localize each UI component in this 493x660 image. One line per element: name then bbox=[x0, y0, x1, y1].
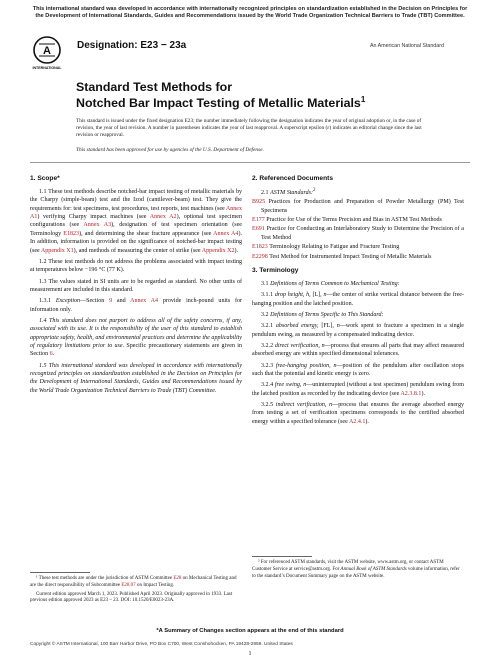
ref-item: E691 Practice for Conducting an Interlaboratory Study to Determine the Precision of a Test Method bbox=[252, 226, 464, 241]
link-annex-a3[interactable]: Annex A3 bbox=[83, 222, 112, 229]
page-number: 1 bbox=[248, 651, 252, 657]
document-title bbox=[76, 80, 416, 111]
designation: Designation: E23 − 23a bbox=[77, 40, 187, 51]
link-e1823[interactable]: E1823 bbox=[63, 230, 80, 237]
footnote-1 bbox=[30, 572, 242, 607]
para-3-2-5: 3.2.5 indirect verification, n—process that ensures the average absorbed energy from testing a set of verification specimens corresponds to the certified absorbed energy within a specified tolerance (see A2.4.1). bbox=[252, 402, 464, 425]
link-annex-a4[interactable]: Annex A4 bbox=[213, 230, 239, 237]
link-e2298[interactable]: E2298 bbox=[252, 253, 268, 260]
link-a2-4-1[interactable]: A2.4.1 bbox=[348, 418, 366, 425]
para-1-5: 1.5 This international standard was developed in accordance with internationally recognized principles on standardization established in the Decision on Principles for the Development of International Standards, Guides and Recommendations issued by the World Trade Organization Technical Barriers to Trade (TBT) Committee. bbox=[30, 362, 242, 394]
title-line-1: Standard Test Methods for bbox=[76, 80, 233, 94]
para-1-2: 1.2 These test methods do not address the problems associated with impact testing at temperatures below −196 °C (77 K). bbox=[30, 258, 242, 274]
link-annex-a2[interactable]: Annex A2 bbox=[149, 214, 177, 221]
link-e691[interactable]: E691 bbox=[252, 226, 265, 233]
para-3-2: 3.2 Definitions of Terms Specific to This Standard: bbox=[261, 311, 384, 318]
dod-approval-note: This standard has been approved for use by agencies of the U.S. Department of Defense. bbox=[76, 147, 264, 153]
para-3-2-3: 3.2.3 free-hanging position, n—position of the pendulum after oscillation stops such that the potential and kinetic energy is zero. bbox=[252, 362, 464, 378]
ref-item: E2298 Test Method for Instrumented Impact Testing of Metallic Materials bbox=[252, 253, 432, 260]
para-3-2-1: 3.2.1 absorbed energy, [FL], n—work spent to fracture a specimen in a single pendulum swing, as measured by a compensated indicating device. bbox=[252, 323, 464, 338]
para-1-1: 1.1 These test methods describe notched-bar impact testing of metallic materials by the Charpy (simple-beam) test and the Izod (cantilever-beam) test. They give the requirements for: test specimens, test procedures, test reports, test machines (see Annex A1) verifying Charpy impact machines (see Annex A2), optional test specimen configurations (see Annex A3), designation of test specimen orientation (see Terminology E1823), and determining the shear fracture appearance (see Annex A4). In addition, information is provided on the significance of notched-bar impact testing (see Appendix X1), and methods of measuring the center of strike (see Appendix X2). bbox=[30, 189, 242, 254]
ref-item: E177 Practice for Use of the Terms Precision and Bias in ASTM Test Methods bbox=[252, 217, 442, 224]
link-section-9[interactable]: 9 bbox=[109, 298, 113, 305]
para-1-3-1: 1.3.1 Exception—Section 9 and Annex A4 provide inch-pound units for information only. bbox=[30, 298, 243, 313]
para-3-1: 3.1 Definitions of Terms Common to Mechanical Testing: bbox=[261, 280, 400, 287]
link-annex-a1[interactable]: Annex A1 bbox=[30, 205, 242, 221]
footnote-1-edition: Current edition approved March 1, 2023. Published April 2023. Originally approved in 1933. Last previous edition approved 2023 as E23 – 23. DOI: 10.1520/E0023-23A. bbox=[30, 591, 233, 604]
para-3-2-4: 3.2.4 free swing, n—uninterrupted (without a test specimen) pendulum swing from the latched position as recorded by the indicating device (see A2.3.8.1). bbox=[252, 382, 464, 397]
svg-text:A: A bbox=[43, 45, 51, 57]
link-e1823-ref[interactable]: E1823 bbox=[252, 244, 268, 251]
para-3-1-1: 3.1.1 drop height, h, [L], n—the center of strike vertical distance between the free-hanging position and the latched position. bbox=[252, 292, 464, 307]
title-line-2: Notched Bar Impact Testing of Metallic Materials$^1$ bbox=[76, 94, 366, 110]
copyright-line: Copyright © ASTM International, 100 Barr Harbor Drive, PO Box C700, West Conshohocken, PA 19428-2959. United States bbox=[30, 642, 293, 647]
referenced-documents-heading: 2. Referenced Documents bbox=[252, 175, 333, 182]
para-2-1: 2.1 ASTM Standards:$^2$ bbox=[261, 188, 316, 197]
link-a2-3-8-1[interactable]: A2.3.8.1 bbox=[400, 390, 422, 397]
footnote-2 bbox=[252, 556, 464, 582]
summary-of-changes-note: *A Summary of Changes section appears at the end of this standard bbox=[156, 628, 344, 634]
footnote-rule bbox=[252, 556, 312, 557]
title-footnote-marker[interactable]: 1 bbox=[360, 94, 366, 104]
left-column bbox=[30, 172, 242, 398]
link-e28-07[interactable]: E28.07 bbox=[121, 582, 136, 588]
svg-text:INTERNATIONAL: INTERNATIONAL bbox=[32, 66, 62, 70]
astm-logo bbox=[30, 35, 64, 71]
footnote-rule bbox=[30, 572, 90, 573]
link-appendix-x2[interactable]: Appendix X2 bbox=[201, 247, 235, 254]
link-annex-a4-2[interactable]: Annex A4 bbox=[130, 298, 159, 305]
divider bbox=[30, 162, 470, 163]
national-standard-label: An American National Standard bbox=[370, 43, 444, 49]
link-appendix-x1[interactable]: Appendix X1 bbox=[40, 247, 74, 254]
terminology-heading: 3. Terminology bbox=[252, 266, 299, 274]
issue-note: This standard is issued under the fixed designation E23; the number immediately following the designation indicates the year of original adoption or, in the case of revision, the year of last revision. A number in parentheses indicates the year of last reapproval. A superscript epsilon (ε) indicates an editorial change since the last revision or reapproval. bbox=[76, 118, 422, 139]
para-1-3: 1.3 The values stated in SI units are to be regarded as standard. No other units of measurement are included in this standard. bbox=[30, 278, 242, 293]
scope-heading: 1. Scope* bbox=[30, 175, 60, 182]
para-1-4: 1.4 This standard does not purport to address all of the safety concerns, if any, associated with its use. It is the responsibility of the user of this standard to establish appropriate safety, health, and environmental practices and determine the applicability of regulatory limitations prior to use. Specific precautionary statements are given in Section 6. bbox=[30, 317, 242, 358]
link-section-6[interactable]: 6 bbox=[49, 351, 53, 358]
ref-item: E1823 Terminology Relating to Fatigue and Fracture Testing bbox=[252, 244, 400, 251]
right-column bbox=[252, 172, 464, 429]
top-note: This international standard was developed in accordance with internationally recognized principles on standardization established in the Decision on Principles for the Development of International Standards, Guides and Recommendations issued by the World Trade Organization Technical Barriers to Trade (TBT) Committee. bbox=[32, 6, 468, 19]
link-e28[interactable]: E28 bbox=[173, 576, 182, 581]
link-b925[interactable]: B925 bbox=[252, 199, 266, 206]
para-3-2-2: 3.2.2 direct verification, n—process that ensures all parts that may affect measured absorbed energy are within specified dimensional tolerances. bbox=[252, 343, 465, 358]
footnote-1-text: ¹ These test methods are under the jurisdiction of ASTM Committee E28 on Mechanical Testing and are the direct responsibility of Subcommittee E28.07 on Impact Testing. bbox=[30, 576, 237, 588]
link-e177[interactable]: E177 bbox=[252, 217, 265, 224]
ref-item: B925 Practices for Production and Preparation of Powder Metallurgy (PM) Test Specimens bbox=[252, 199, 464, 214]
footnote-2-text: ² For referenced ASTM standards, visit the ASTM website, www.astm.org, or contact ASTM Customer Service at service@astm.org. For Annual Book of ASTM Standards volume information, refer to the standard’s Document Summary page on the ASTM website. bbox=[252, 560, 460, 579]
